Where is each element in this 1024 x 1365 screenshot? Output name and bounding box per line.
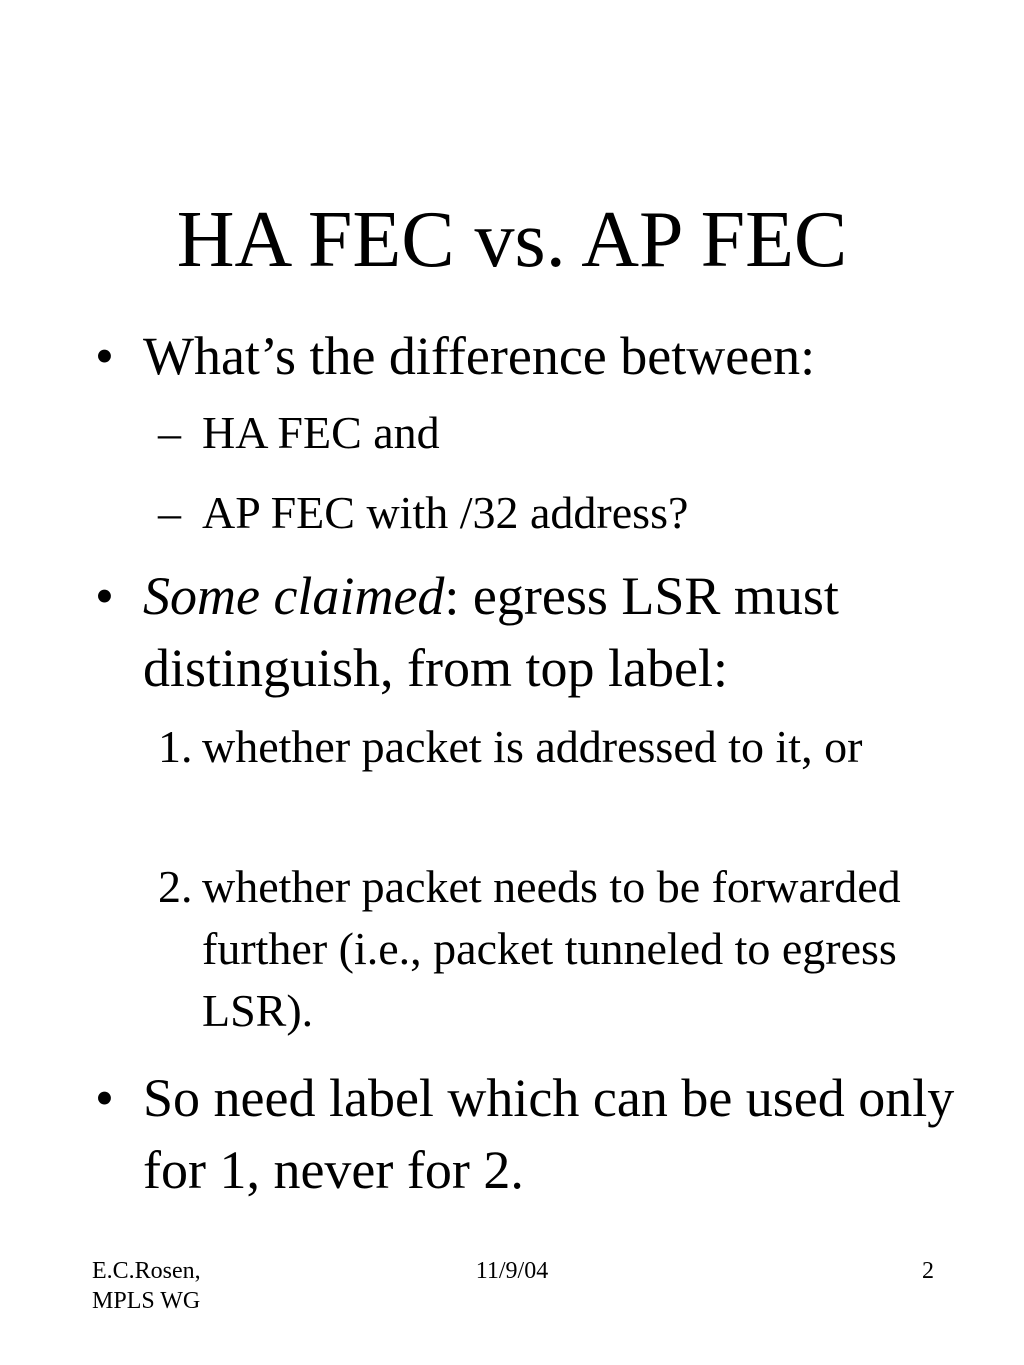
dash-marker: – xyxy=(158,407,181,458)
number-marker: 2. xyxy=(158,861,193,912)
bullet-3-text: So need label which can be used only for 1, never for 2. xyxy=(143,1068,955,1200)
footer-date: 11/9/04 xyxy=(475,1258,549,1284)
numbered-item-1 xyxy=(158,716,948,778)
footer-author-line2: MPLS WG xyxy=(92,1288,201,1314)
bullet-marker: • xyxy=(95,1068,114,1128)
bullet-1-text: What’s the difference between: xyxy=(143,326,816,386)
bullet-marker: • xyxy=(95,326,114,386)
numbered-item-1-text: whether packet is addressed to it, or xyxy=(202,721,863,772)
bullet-1 xyxy=(95,320,975,392)
slide-title: HA FEC vs. AP FEC xyxy=(176,196,848,284)
sub-bullet-2 xyxy=(158,482,958,544)
number-marker: 1. xyxy=(158,721,193,772)
bullet-3 xyxy=(95,1062,975,1206)
dash-marker: – xyxy=(158,487,181,538)
bullet-marker: • xyxy=(95,566,114,626)
bullet-2 xyxy=(95,560,975,704)
numbered-item-2-text: whether packet needs to be forwarded further (i.e., packet tunneled to egress LSR). xyxy=(202,861,901,1036)
bullet-2-italic: Some claimed xyxy=(143,566,445,626)
numbered-item-2 xyxy=(158,856,948,1042)
sub-bullet-1-text: HA FEC and xyxy=(202,407,440,458)
bullet-2-rest: : egress LSR must distinguish, from top label: xyxy=(143,566,839,698)
footer-author-line1: E.C.Rosen, xyxy=(92,1258,201,1284)
sub-bullet-2-text: AP FEC with /32 address? xyxy=(202,487,689,538)
bullet-2-text xyxy=(143,560,975,704)
sub-bullet-1 xyxy=(158,402,958,464)
footer-page-number: 2 xyxy=(922,1258,934,1284)
